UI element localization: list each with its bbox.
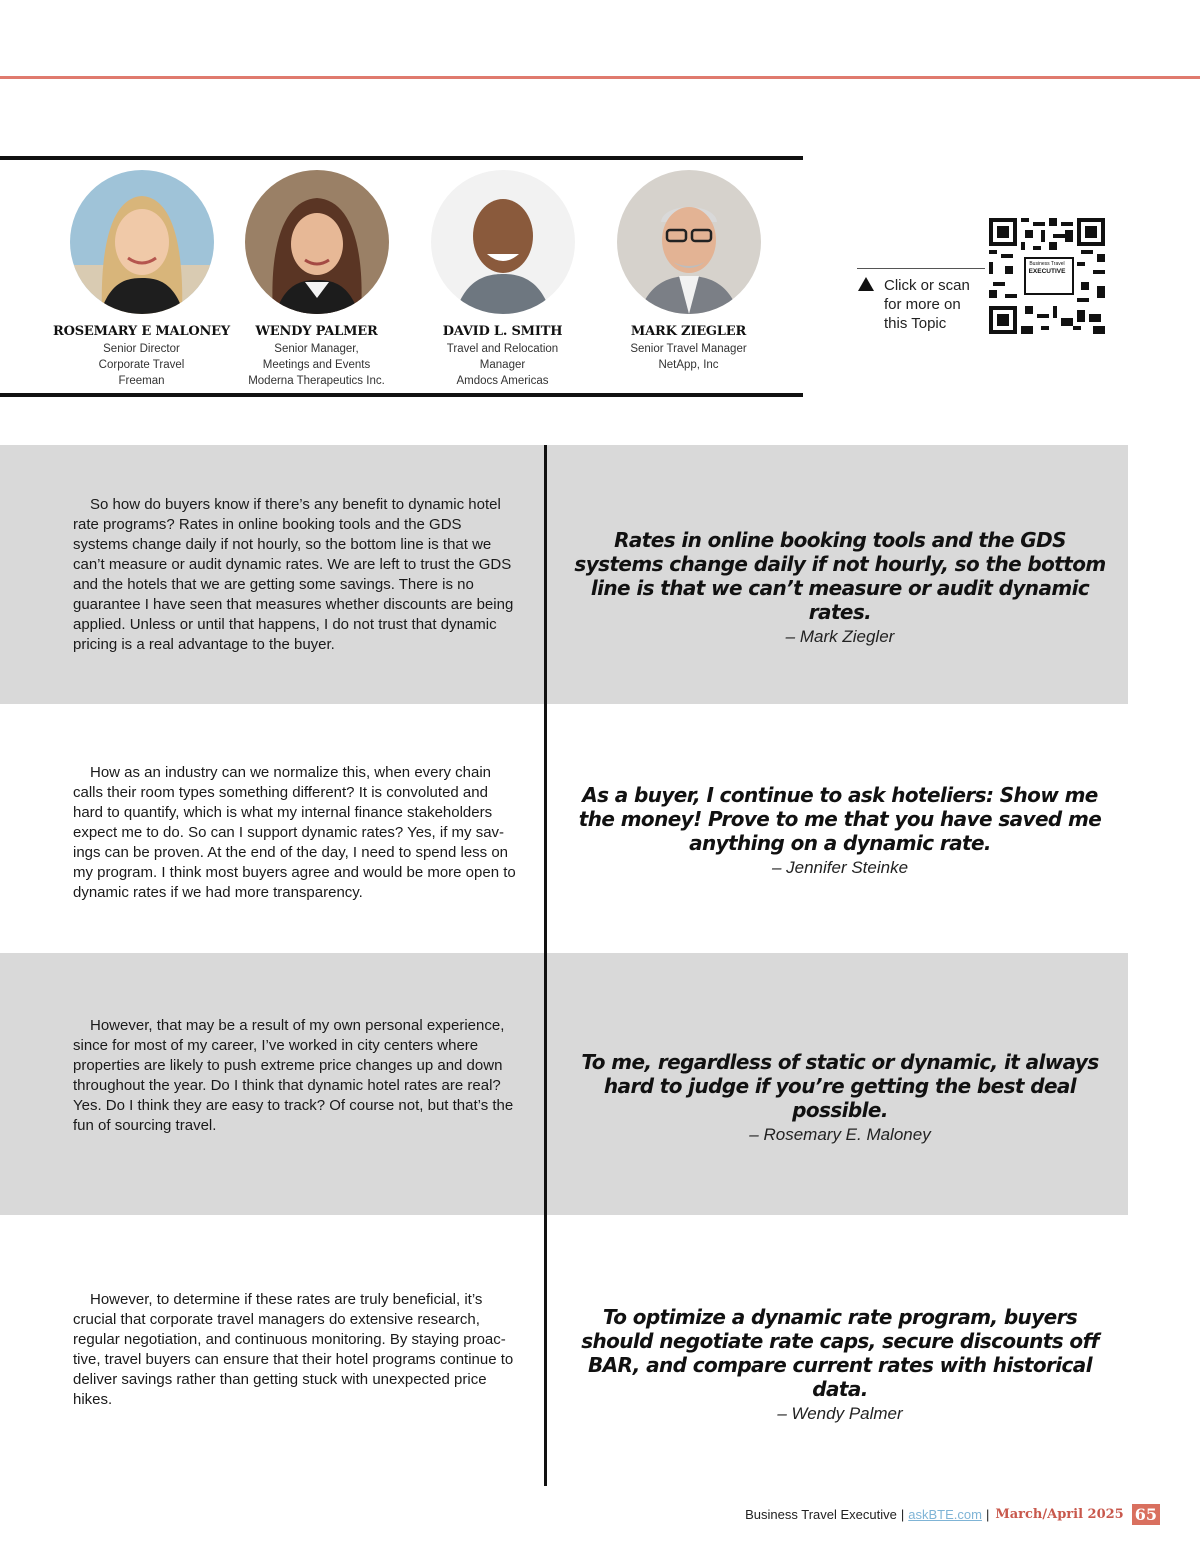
panelist-name: ROSEMARY E MALONEY <box>53 324 230 339</box>
avatar <box>70 170 214 314</box>
panelist-name: DAVID L. SMITH <box>442 324 563 339</box>
pull-quote-text: Rates in online booking tools and the GDS systems change daily if not hourly, so the bottom line is that we can’t measure or audit dynamic rates. <box>574 528 1106 624</box>
pull-quote <box>572 1050 1108 1146</box>
footer-issue-date: March/April 2025 <box>995 1506 1124 1522</box>
pull-quote-text: To optimize a dynamic rate program, buyers should negotiate rate caps, secure discounts off BAR, and compare current rates with historical data. <box>581 1305 1099 1401</box>
pull-quote <box>572 1305 1108 1425</box>
panelist-name: MARK ZIEGLER <box>630 324 747 339</box>
footer-publication: Business Travel Executive <box>745 1506 897 1522</box>
qr-label: Business Travel EXECUTIVE <box>1028 261 1066 275</box>
pull-quote-attribution: – Wendy Palmer <box>777 1404 903 1423</box>
top-accent-rule <box>0 76 1200 79</box>
qr-code-icon[interactable] <box>989 218 1105 334</box>
pull-quote-text: To me, regardless of static or dynamic, it always hard to judge if you’re getting the best deal possible. <box>581 1050 1099 1122</box>
body-paragraph: However, to determine if these rates are truly beneficial, it’s crucial that corporate travel managers do extensive research, regular negotiation, and continuous monitoring. By staying proac-tive, travel buyers can ensure that their hotel programs continue to deliver savings rather than getting stuck with unexpected price hikes. <box>73 1291 514 1408</box>
pull-quote <box>572 783 1108 879</box>
footer-separator: | <box>900 1506 905 1522</box>
footer-separator: | <box>985 1506 990 1522</box>
panelist-card <box>596 170 781 373</box>
panelist-role: Senior Travel Manager NetApp, Inc <box>630 343 747 371</box>
pull-quote-text: As a buyer, I continue to ask hoteliers: Show me the money! Prove to me that you have saved me anything on a dynamic rate. <box>578 783 1102 855</box>
column-divider <box>544 445 547 1486</box>
body-paragraph: So how do buyers know if there’s any benefit to dynamic hotel rate programs? Rates in online booking tools and the GDS systems change daily if not hourly, so the bottom line is that we can’t measure or audit dynamic rates. We are left to trust the GDS and the hotels that we are getting some savings. There is no guarantee I have seen that measures whether discounts are being applied. Unless or until that happens, I do not trust that dynamic pricing is a real advantage to the buyer. <box>73 496 514 653</box>
pull-quote-attribution: – Jennifer Steinke <box>771 858 909 877</box>
panelist-name: WENDY PALMER <box>255 324 378 339</box>
panel-bottom-rule <box>0 393 803 397</box>
panelist-card <box>410 170 595 389</box>
footer-link[interactable]: askBTE.com <box>908 1506 982 1522</box>
qr-caption[interactable]: Click or scan for more on this Topic <box>884 277 970 332</box>
pull-quote <box>572 528 1108 648</box>
body-paragraph: How as an industry can we normalize this, when every chain calls their room types something different? It is convoluted and hard to quantify, which is what my internal finance stakeholders expect me to do. So can I support dynamic rates? Yes, if my sav-ings can be proven. At the end of the day, I need to spend less on my program. I think most buyers agree and would be more open to dynamic rates if we had more transparency. <box>73 764 516 901</box>
panelist-card <box>49 170 234 389</box>
qr-caption-rule <box>857 268 985 269</box>
page-footer <box>745 1502 1160 1526</box>
panelist-role: Travel and Relocation Manager Amdocs Americas <box>446 343 559 387</box>
panelist-role: Senior Manager, Meetings and Events Moderna Therapeutics Inc. <box>248 343 385 387</box>
panelist-strip <box>0 160 803 393</box>
pull-quote-attribution: – Mark Ziegler <box>785 627 895 646</box>
avatar <box>617 170 761 314</box>
avatar <box>245 170 389 314</box>
body-paragraph: However, that may be a result of my own personal experience, since for most of my career, I’ve worked in city centers where properties are likely to push extreme price changes up and down throughout the year. Do I think that dynamic hotel rates are real? Yes. Do I think they are easy to track? Of course not, but that’s the fun of sourcing travel. <box>73 1017 514 1134</box>
avatar <box>431 170 575 314</box>
panelist-role: Senior Director Corporate Travel Freeman <box>98 343 185 387</box>
panelist-card <box>224 170 409 389</box>
pull-quote-attribution: – Rosemary E. Maloney <box>749 1125 931 1144</box>
page-number: 65 <box>1132 1504 1160 1525</box>
